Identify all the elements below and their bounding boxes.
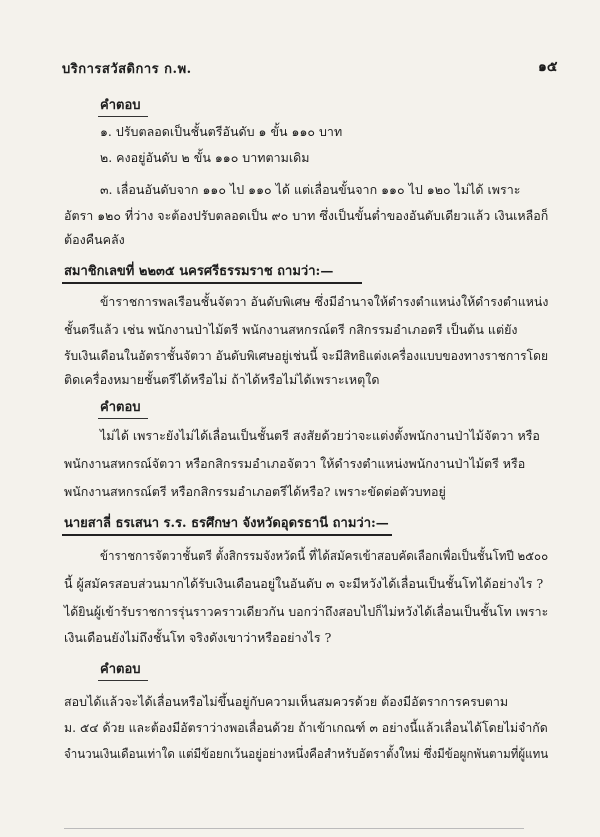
question-line: ชั้นตรีแล้ว เช่น พนักงานป่าไม้ตรี พนักงานสหกรณ์ตรี กสิกรรมอำเภอตรี เป็นต้น แต่ยัง [64,322,518,337]
answer-heading: คำตอบ [100,400,141,415]
running-header: บริการสวัสดิการ ก.พ. [62,62,192,77]
question-line: นี้ ผู้สมัครสอบส่วนมากได้รับเงินเดือนอยู่ในอันดับ ๓ จะมีหวังได้เลื่อนเป็นชั้นโทได้อย่างไร ? [64,576,544,591]
question-underline [62,534,392,536]
question-title: นายสาลี่ ธรเสนา ร.ร. ธรศึกษา จังหวัดอุดรธานี ถามว่า:— [64,516,389,531]
answer-line: ต้องคืนคลัง [64,232,125,247]
answer-underline [98,418,148,419]
question-line: รับเงินเดือนในอัตราชั้นจัตวา อันดับพิเศษอยู่เช่นนี้ จะมีสิทธิแต่งเครื่องแบบของทางราชการโดย [64,348,549,363]
page-number: ๑๕ [538,59,558,75]
answer-underline [98,680,148,681]
answer-line: อัตรา ๑๒๐ ที่ว่าง จะต้องปรับตลอดเป็น ๙๐ บาท ซึ่งเป็นขั้นต่ำของอันดับเดียวแล้ว เงินเหลือก็ [64,208,549,223]
answer-heading: คำตอบ [100,98,141,113]
question-line: ข้าราชการจัตวาชั้นตรี ตั้งสิกรรมจังหวัดนี้ ที่ได้สมัครเข้าสอบคัดเลือกเพื่อเป็นชั้นโทปี ๒๕๐๐ [100,548,549,563]
answer-line: จำนวนเงินเดือนเท่าใด แต่มีข้อยกเว้นอยู่อย่างหนึ่งคือสำหรับอัตราตั้งใหม่ ซึ่งมีข้อผูกพันตามที่ผู้แทน [64,746,549,761]
answer-line: ม. ๕๔ ด้วย และต้องมีอัตราว่างพอเลื่อนด้วย ถ้าเข้าเกณฑ์ ๓ อย่างนี้แล้วเลื่อนได้โดยไม่จำกัด [64,720,548,735]
question-line: ได้ยินผู้เข้ารับราชการรุ่นราวคราวเดียวกัน บอกว่าถึงสอบไปก็ไม่หวังได้เลื่อนเป็นชั้นโท เพราะ [64,604,549,619]
answer-line: ๑. ปรับตลอดเป็นชั้นตรีอันดับ ๑ ขั้น ๑๑๐ บาท [100,124,343,139]
answer-line: สอบได้แล้วจะได้เลื่อนหรือไม่ขึ้นอยู่กับความเห็นสมควรด้วย ต้องมีอัตราการครบตาม [64,694,509,709]
question-line: ติดเครื่องหมายชั้นตรีได้หรือไม่ ถ้าได้หรือไม่ได้เพราะเหตุใด [64,372,380,387]
answer-line: พนักงานสหกรณ์ตรี หรือกสิกรรมอำเภอตรีได้หรือ? เพราะขัดต่อตัวบทอยู่ [64,484,446,499]
answer-underline [98,116,148,117]
bottom-rule [64,828,524,829]
question-underline [62,282,362,284]
answer-line: ๓. เลื่อนอันดับจาก ๑๑๐ ไป ๑๑๐ ได้ แต่เลื่อนขั้นจาก ๑๑๐ ไป ๑๒๐ ไม่ได้ เพราะ [100,182,521,197]
question-line: ข้าราชการพลเรือนชั้นจัตวา อันดับพิเศษ ซึ่งมีอำนาจให้ดำรงตำแหน่งให้ดำรงตำแหน่ง [100,294,549,309]
answer-line: ไม่ได้ เพราะยังไม่ได้เลื่อนเป็นชั้นตรี สงสัยด้วยว่าจะแต่งตั้งพนักงานป่าไม้จัตวา หรือ [100,428,540,443]
question-line: เงินเดือนยังไม่ถึงชั้นโท จริงดังเขาว่าหรืออย่างไร ? [64,630,332,645]
question-title: สมาชิกเลขที่ ๒๒๓๕ นครศรีธรรมราช ถามว่า:— [64,264,334,279]
answer-line: พนักงานสหกรณ์จัตวา หรือกสิกรรมอำเภอจัตวา ให้ดำรงตำแหน่งพนักงานป่าไม้ตรี หรือ [64,456,526,471]
answer-heading: คำตอบ [100,662,141,677]
answer-line: ๒. คงอยู่อันดับ ๒ ขั้น ๑๑๐ บาทตามเดิม [100,150,310,165]
